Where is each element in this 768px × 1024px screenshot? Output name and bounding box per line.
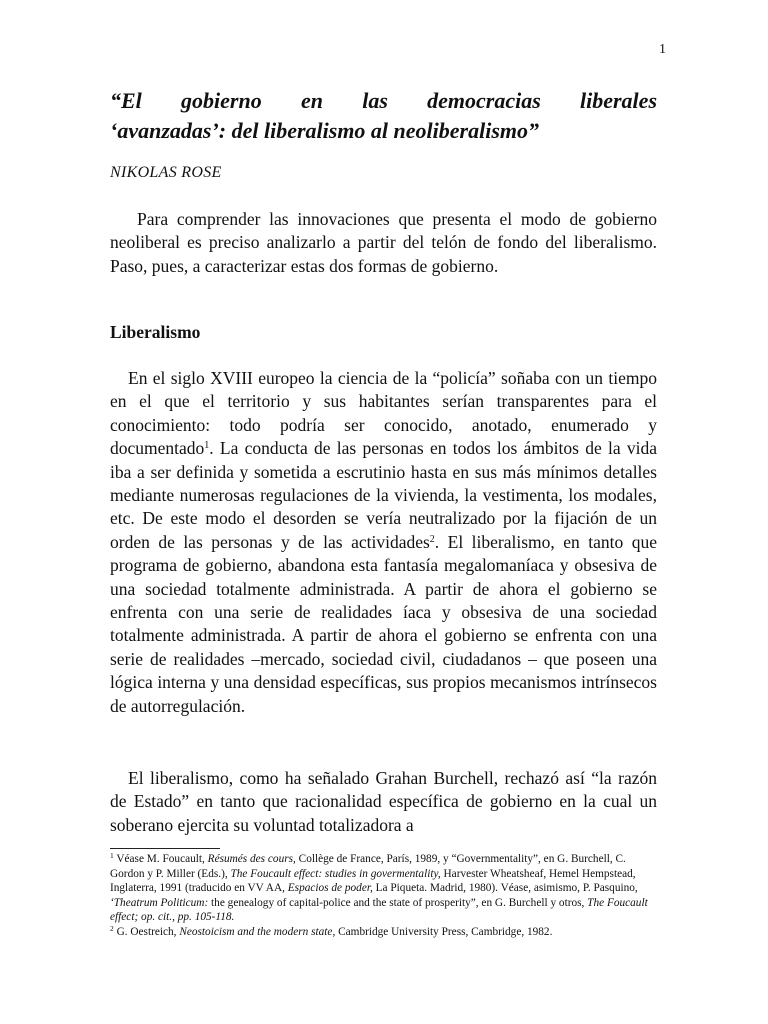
footnote-1-marker: 1: [110, 851, 114, 860]
paragraph-1-part-1: En el siglo XVIII europeo la ciencia de la “policía” soñaba con un tiempo en el que el territorio y sus habitantes serían transparentes para el conocimiento: todo podría ser conocido, anotado, enumerado y documentado: [110, 368, 657, 459]
footnotes: [110, 852, 657, 940]
footnote-1-text: Véase M. Foucault,: [113, 853, 208, 865]
footnote-1-work-4: ‘Theatrum Politicum:: [110, 896, 209, 909]
section-heading: Liberalismo: [110, 322, 201, 342]
page-number: 1: [659, 42, 666, 57]
footnote-1-work-2: The Foucault effect: studies in govermentality,: [230, 867, 441, 880]
paragraph-1-part-3: . El liberalismo, en tanto que programa de gobierno, abandona esta fantasía megalomaníaca y obsesiva de una sociedad totalmente administrada. A partir de ahora el gobierno se enfrenta con una serie de realidades íaca y obsesiva de una sociedad totalmente administrada. A partir de ahora el gobierno se enfrenta con una serie de realidades –mercado, sociedad civil, ciudadanos – que poseen una lógica interna y una densidad específicas, sus propios mecanismos intrínsecos de autorregulación.: [110, 531, 657, 716]
footnote-1-work-3: Espacios de poder,: [287, 882, 373, 895]
footnote-1: [110, 852, 657, 925]
footnote-2: [110, 925, 657, 940]
paragraph-1: [110, 367, 657, 718]
intro-paragraph: Para comprender las innovaciones que presenta el modo de gobierno neoliberal es preciso analizarlo a partir del telón de fondo del liberalismo. Paso, pues, a caracterizar estas dos formas de gobierno.: [110, 209, 657, 276]
title-line-2: ‘avanzadas’: del liberalismo al neoliberalismo”: [110, 118, 539, 143]
paragraph-2: El liberalismo, como ha señalado Grahan Burchell, rechazó así “la razón de Estado” en tanto que racionalidad específica de gobierno en la cual un soberano ejercita su voluntad totalizadora a: [110, 768, 657, 835]
footnote-2-text: Cambridge University Press, Cambridge, 1982.: [335, 925, 553, 938]
footnote-ref-1[interactable]: 1: [204, 440, 210, 452]
footnote-2-work: Neostoicism and the modern state,: [179, 925, 336, 938]
footnote-1-work-5: The Foucault effect; op. cit., pp. 105-118.: [110, 896, 648, 924]
title-line-1: “El gobierno en las democracias liberales: [110, 88, 657, 113]
author-name: NIKOLAS ROSE: [110, 164, 222, 181]
document-title: [110, 86, 657, 146]
footnote-2-text: G. Oestreich,: [113, 925, 180, 938]
footnote-1-text: Collège de France, París, 1989, y “Governmentality”, en G. Burchell, C. Gordon y P. Miller (Eds.),: [110, 853, 626, 880]
footnote-1-text: Harvester Wheatsheaf, Hemel Hempstead, Inglaterra, 1991 (traducido en VV AA,: [110, 867, 636, 895]
footnote-divider: [110, 848, 220, 849]
paragraph-1-part-2: . La conducta de las personas en todos los ámbitos de la vida iba a ser definida y sometida a escrutinio hasta en sus más mínimos detalles mediante numerosas regulaciones de la vivienda, la vestimenta, los modales, etc. De este modo el desorden se vería neutralizado por la fijación de un orden de las personas y de las actividades: [110, 438, 657, 552]
footnote-1-work-1: Résumés des cours,: [207, 853, 296, 865]
footnote-ref-2[interactable]: 2: [429, 533, 435, 545]
footnote-1-text: La Piqueta. Madrid, 1980). Véase, asimismo, P. Pasquino,: [372, 882, 638, 895]
footnote-1-text: the genealogy of capital-police and the state of prosperity”, en G. Burchell y otros,: [208, 896, 588, 909]
footnote-2-marker: 2: [110, 923, 114, 933]
